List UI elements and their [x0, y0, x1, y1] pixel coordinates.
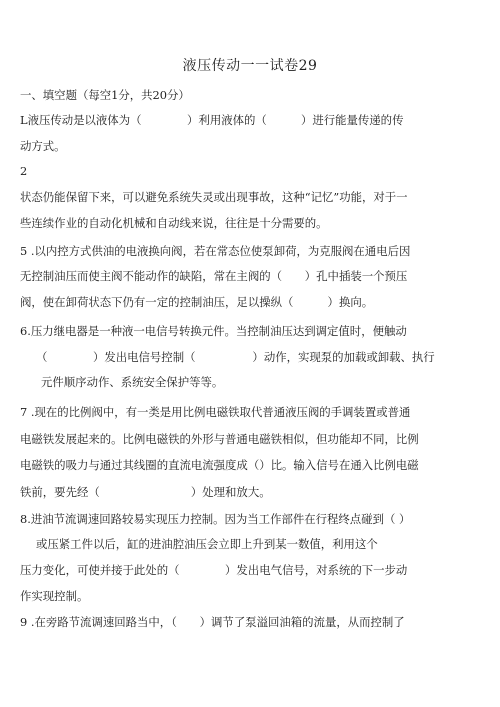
question-8-line-2: 或压紧工件以后，缸的进油腔油压会立即上升到某一数值，利用这个: [36, 537, 378, 551]
question-7-line-2: 电磁铁发展起来的。比例电磁铁的外形与普通电磁铁相似，但功能却不同，比例: [20, 432, 419, 446]
question-6-line-1: 6.压力继电器是一种液一电信号转换元件。当控制油压达到调定值时，便触动: [20, 324, 407, 338]
question-7-line-4: 铁前，要先经（ ）处理和放大。: [20, 485, 271, 499]
question-8-line-1: 8.进油节流调速回路较易实现压力控制。因为当工作部件在行程终点碰到（ ）: [20, 512, 411, 526]
question-1-line-2: 动方式。: [20, 139, 66, 153]
question-8-line-3: 压力变化，可使并接于此处的（ ）发出电气信号，对系统的下一步动: [20, 563, 408, 577]
question-5-line-1: 5 .以内控方式供油的电液换向阀，若在常态位使泵卸荷，为克服阀在通电后因: [20, 244, 411, 258]
question-7-line-3: 电磁铁的吸力与通过其线圈的直流电流强度成（）比。输入信号在通入比例电磁: [20, 458, 419, 472]
question-6-line-2: （ ）发出电信号控制（ ）动作，实现泵的加载或卸载、执行: [36, 350, 435, 364]
question-2-line-1: 状态仍能保留下来，可以避免系统失灵或出现事故，这种“记忆”功能，对于一: [20, 190, 408, 204]
question-7-line-1: 7 .现在的比例阀中，有一类是用比例电磁铁取代普通液压阀的手调装置或普通: [20, 405, 411, 419]
question-2-line-2: 些连续作业的自动化机械和自动线来说，往往是十分需要的。: [20, 216, 328, 230]
question-2-number: 2: [20, 164, 28, 178]
question-9-line-1: 9 .在旁路节流调速回路当中，（ ）调节了泵溢回油箱的流量，从而控制了: [20, 615, 405, 629]
question-8-line-4: 作实现控制。: [20, 589, 89, 603]
exam-title: 液压传动一一试卷29: [182, 58, 318, 74]
question-5-line-2: 无控制油压而使主阀不能动作的缺陷，常在主阀的（ ）孔中插装一个预压: [20, 269, 408, 283]
section-heading: 一、填空题（每空1分，共20分）: [20, 88, 190, 102]
question-5-line-3: 阀，使在卸荷状态下仍有一定的控制油压，足以操纵（ ）换向。: [20, 295, 374, 309]
question-6-line-3: 元件顺序动作、系统安全保护等等。: [41, 375, 224, 389]
question-1-line-1: L液压传动是以液体为（ ）利用液体的（ ）进行能量传递的传: [20, 113, 404, 127]
